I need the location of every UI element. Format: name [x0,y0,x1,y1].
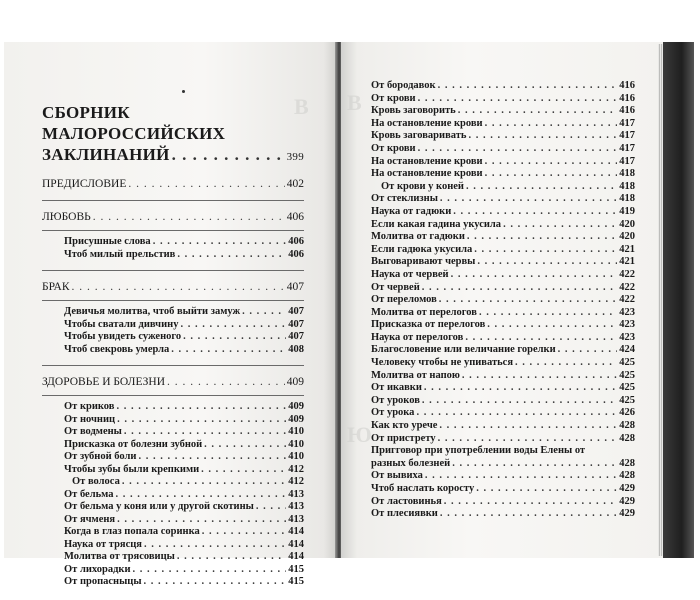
page-number: 417 [619,155,635,167]
page-number: 425 [619,369,635,381]
section-divider [42,230,304,231]
leader-dots [467,231,617,244]
leader-dots [167,376,285,389]
leader-dots [133,564,287,577]
leader-dots [144,539,286,552]
page-number: 416 [619,105,635,117]
entry-title: Наука от трясця [64,538,142,550]
leader-dots [144,576,287,589]
entry-title: Чтоб милый прельстив [64,248,176,260]
page-number: 421 [619,243,635,255]
entry-title: От вывиха [371,470,423,482]
toc-entry [42,331,304,344]
page-number: 415 [288,563,304,575]
page-number: 406 [286,211,304,223]
leader-dots [440,508,617,521]
page-number: 422 [619,268,635,280]
page-number: 418 [619,168,635,180]
page-number: 414 [288,551,304,562]
entry-title: От икавки [371,382,422,394]
entry-title: Молитва от трясовицы [64,551,175,562]
bleed-through-mark: В [294,94,309,119]
toc-entry [42,501,304,514]
leader-dots [444,496,617,509]
leader-dots [438,80,617,93]
bleed-through-mark: В [347,90,362,115]
leader-dots [468,130,617,143]
page-number: 429 [619,495,635,507]
leader-dots [93,211,285,224]
toc-entry [371,269,635,282]
page-number: 409 [288,413,304,425]
page-number: 429 [619,508,635,520]
entry-title: От бородавок [371,80,436,91]
leader-dots [425,470,617,483]
entry-title: ЛЮБОВЬ [42,211,91,223]
leader-dots [477,256,617,269]
leader-dots [465,332,617,345]
entry-title: На остановление крови [371,117,483,129]
page-number: 409 [286,376,304,388]
leader-dots [418,143,617,156]
leader-dots [439,294,617,307]
page-number: 410 [288,451,304,462]
entry-title: От криков [64,401,115,412]
leader-dots [418,93,617,106]
entry-title: От бельма [64,488,114,500]
leader-dots [256,501,286,514]
toc-entry [371,420,635,433]
leader-dots [424,382,617,395]
section-divider [42,300,304,301]
toc-entry [371,470,635,483]
toc-entry [42,476,304,489]
toc-entry [42,426,304,439]
toc-entry [42,414,304,427]
entry-title: Чтобы сватали дивчину [64,318,179,330]
toc-entry [371,156,635,169]
entry-title: От переломов [371,294,437,306]
entry-title: Выговаривают червы [371,256,476,268]
toc-entry [42,236,304,249]
page-number: 414 [288,538,304,550]
leader-dots [138,451,286,464]
leader-dots [177,551,286,564]
entry-title: Наука от перелогов [371,331,464,343]
page-number: 418 [619,193,635,205]
bleed-through-mark: Ю [347,422,372,447]
entry-title: От урока [371,407,415,419]
page-number: 406 [288,236,304,247]
collection-title-line1: СБОРНИК МАЛОРОССИЙСКИХ [42,103,226,143]
leader-dots [416,407,617,420]
entry-title: Благословение или величание горелки [371,344,556,356]
leader-dots [476,483,617,496]
toc-entry [371,319,635,332]
toc-entry [42,564,304,577]
page-number: 422 [619,281,635,293]
leader-dots [440,193,617,206]
toc-entry [42,526,304,539]
page-number: 414 [288,526,304,537]
leader-dots [242,306,286,319]
page-number: 420 [619,231,635,243]
entry-title: разных болезней [371,457,451,469]
page-number: 412 [288,476,304,487]
entry-title: Чтоб наслать коросту [371,483,475,494]
toc-entry [371,93,635,106]
cover-edge [663,42,694,558]
entry-title: Присказка от перелогов [371,319,486,331]
toc-entry [371,219,635,232]
spacer [42,271,304,281]
page-number: 413 [288,513,304,525]
toc-entry [371,80,635,93]
leader-dots [485,168,617,181]
section-heading [42,211,304,224]
entry-title: Чтоб свекровь умерла [64,343,170,355]
entry-title: Как кто урече [371,420,438,432]
entry-title: Присушные слова [64,236,151,247]
leader-dots [515,357,617,370]
page-number: 402 [286,178,304,190]
leader-dots [202,526,287,539]
page-number: 425 [619,382,635,394]
entry-title: Наука от червей [371,268,449,280]
leader-dots [503,219,617,232]
page-number: 428 [619,457,635,469]
toc-entry [371,370,635,383]
toc-entry [42,489,304,502]
page-number: 407 [286,281,304,293]
section-heading [42,178,304,191]
page-number: 406 [288,248,304,260]
leader-dots [201,464,286,477]
page-number: 417 [619,117,635,129]
toc-entry [42,539,304,552]
toc-entry-wrapped-line2 [371,458,635,471]
page-number: 425 [619,357,635,369]
leader-dots [485,118,617,131]
speck-mark [182,90,185,93]
page-number: 416 [619,92,635,104]
leader-dots [153,236,287,249]
page-number: 419 [619,205,635,217]
entry-title: От водмены [64,426,122,437]
leader-dots [204,439,286,452]
entry-title: От зубной боли [64,451,137,462]
toc-entry [42,439,304,452]
toc-entry [42,344,304,357]
page-number: 416 [619,80,635,91]
page-number: 417 [619,142,635,154]
toc-entry [42,401,304,414]
spacer [42,201,304,211]
right-page [341,42,663,558]
leader-dots [422,395,617,408]
page-number: 429 [619,483,635,494]
entry-title: ЗДОРОВЬЕ И БОЛЕЗНИ [42,376,165,388]
toc-entry [371,118,635,131]
toc-entry [371,332,635,345]
section-heading [42,281,304,294]
toc-entry-wrapped-line1: Пригговор при употреблении воды Елены от [371,445,586,457]
spacer [42,366,304,376]
toc-entry [371,407,635,420]
page-number: 428 [619,432,635,444]
toc-entry [371,496,635,509]
entry-title: От стеклизны [371,193,438,205]
page-number: 424 [619,344,635,356]
leader-dots [451,269,617,282]
toc-entry [371,382,635,395]
entry-title: Молитва от гадюки [371,231,465,243]
entry-title: ПРЕДИСЛОВИЕ [42,178,127,190]
leader-dots [474,244,617,257]
leader-dots [462,370,617,383]
leader-dots [128,178,284,191]
spacer [42,168,304,178]
entry-title: Молитва от перелогов [371,306,477,318]
page-number: 413 [288,488,304,500]
entry-title: От волоса [72,476,120,487]
leader-dots [122,476,286,489]
leader-dots [479,307,617,320]
entry-title: Молитва от напою [371,369,460,381]
leader-dots [422,282,617,295]
entry-title: От крови [371,142,416,154]
toc-entry [371,508,635,521]
leader-dots [172,144,285,165]
toc-entry [371,282,635,295]
entry-title: От бельма у коня или у другой скотины [64,501,254,512]
toc-entry [371,231,635,244]
entry-title: От пропасныцы [64,576,142,587]
collection-title-line2: ЗАКЛИНАНИЙ . . . 399 [42,144,304,168]
page-number: 421 [619,256,635,268]
leader-dots [72,281,285,294]
entry-title: От червей [371,281,420,293]
toc-entry [371,256,635,269]
toc-entry [371,143,635,156]
entry-title: От уроков [371,394,420,406]
page-number: 417 [619,130,635,142]
leader-dots [438,433,617,446]
entry-title: От плесиявки [371,508,438,520]
page-number: 410 [288,438,304,450]
page-number: 410 [288,426,304,437]
entry-title: Если какая гадина укусила [371,218,502,230]
toc-entry [371,344,635,357]
toc-entry [371,294,635,307]
toc-entry [42,249,304,262]
page-number: 426 [619,407,635,419]
page-number: 409 [288,401,304,412]
leader-dots [485,156,617,169]
page-number: 408 [288,343,304,355]
right-table-of-contents [371,80,635,521]
page-number: 407 [288,318,304,330]
leader-dots [453,206,617,219]
entry-title: От крови у коней [381,180,464,192]
entry-title: На остановление крови [371,155,483,167]
entry-title: Человеку чтобы не упиваться [371,357,514,369]
leader-dots [458,105,617,118]
entry-title: От крови [371,92,416,104]
leader-dots [439,420,617,433]
leader-dots [124,426,286,439]
entry-title: Наука от гадюки [371,205,452,217]
toc-entry [371,168,635,181]
leader-dots [180,319,286,332]
entry-title: Присказка от болезни зубной [64,438,203,450]
toc-entry [371,130,635,143]
toc-entry [371,307,635,320]
page-number: 407 [288,331,304,342]
toc-entry [42,306,304,319]
leader-dots [183,331,286,344]
leader-dots [558,344,617,357]
page-number: 415 [288,576,304,587]
leader-dots [177,249,286,262]
page-number: 412 [288,463,304,475]
page-number: 399 [286,151,304,163]
entry-title: Чтобы зубы были крепкими [64,463,200,475]
toc-entry [42,319,304,332]
toc-entry [42,576,304,589]
leader-dots [117,414,286,427]
entry-title: Девичья молитва, чтоб выйти замуж [64,306,241,317]
page-number: 420 [619,218,635,230]
leader-dots [117,514,286,527]
page-number: 407 [288,306,304,317]
toc-entry [371,206,635,219]
left-page [4,42,337,587]
toc-entry [371,181,635,194]
toc-entry [42,451,304,464]
entry-title: От ластовинья [371,495,442,507]
leader-dots [116,489,287,502]
toc-entry [42,464,304,477]
entry-title: БРАК [42,281,70,293]
entry-title: От лихорадки [64,563,131,575]
leader-dots [171,344,286,357]
entry-title: На остановление крови [371,168,483,180]
leader-dots [487,319,617,332]
leader-dots [466,181,617,194]
page-number: 428 [619,420,635,432]
entry-title: Кровь заговаривать [371,130,467,142]
collection-title [42,102,304,168]
left-table-of-contents [42,102,304,589]
entry-title: Чтобы увидеть суженого [64,331,182,342]
page-number: 425 [619,394,635,406]
page-number: 413 [288,501,304,512]
toc-entry [371,433,635,446]
entry-title: От ячменя [64,513,116,525]
page-number: 422 [619,294,635,306]
toc-entry [42,514,304,527]
toc-entry [371,244,635,257]
page-number: 423 [619,319,635,331]
book-spread [4,42,694,587]
entry-title: Когда в глаз попала соринка [64,526,200,537]
page-number: 418 [619,180,635,192]
leader-dots [452,458,617,471]
page-number: 423 [619,306,635,318]
section-divider [42,395,304,396]
section-list [42,168,304,589]
toc-entry [371,105,635,118]
page-number: 428 [619,470,635,482]
entry-title: Кровь заговорить [371,105,456,117]
toc-entry [371,395,635,408]
toc-entry [371,483,635,496]
toc-entry [42,551,304,564]
entry-title: От ночниц [64,413,116,425]
toc-entry [371,357,635,370]
page-number: 423 [619,331,635,343]
entry-title: От пристрету [371,432,436,444]
toc-entry [371,193,635,206]
section-heading [42,376,304,389]
entry-title: Если гадюка укусила [371,243,473,255]
leader-dots [116,401,286,414]
